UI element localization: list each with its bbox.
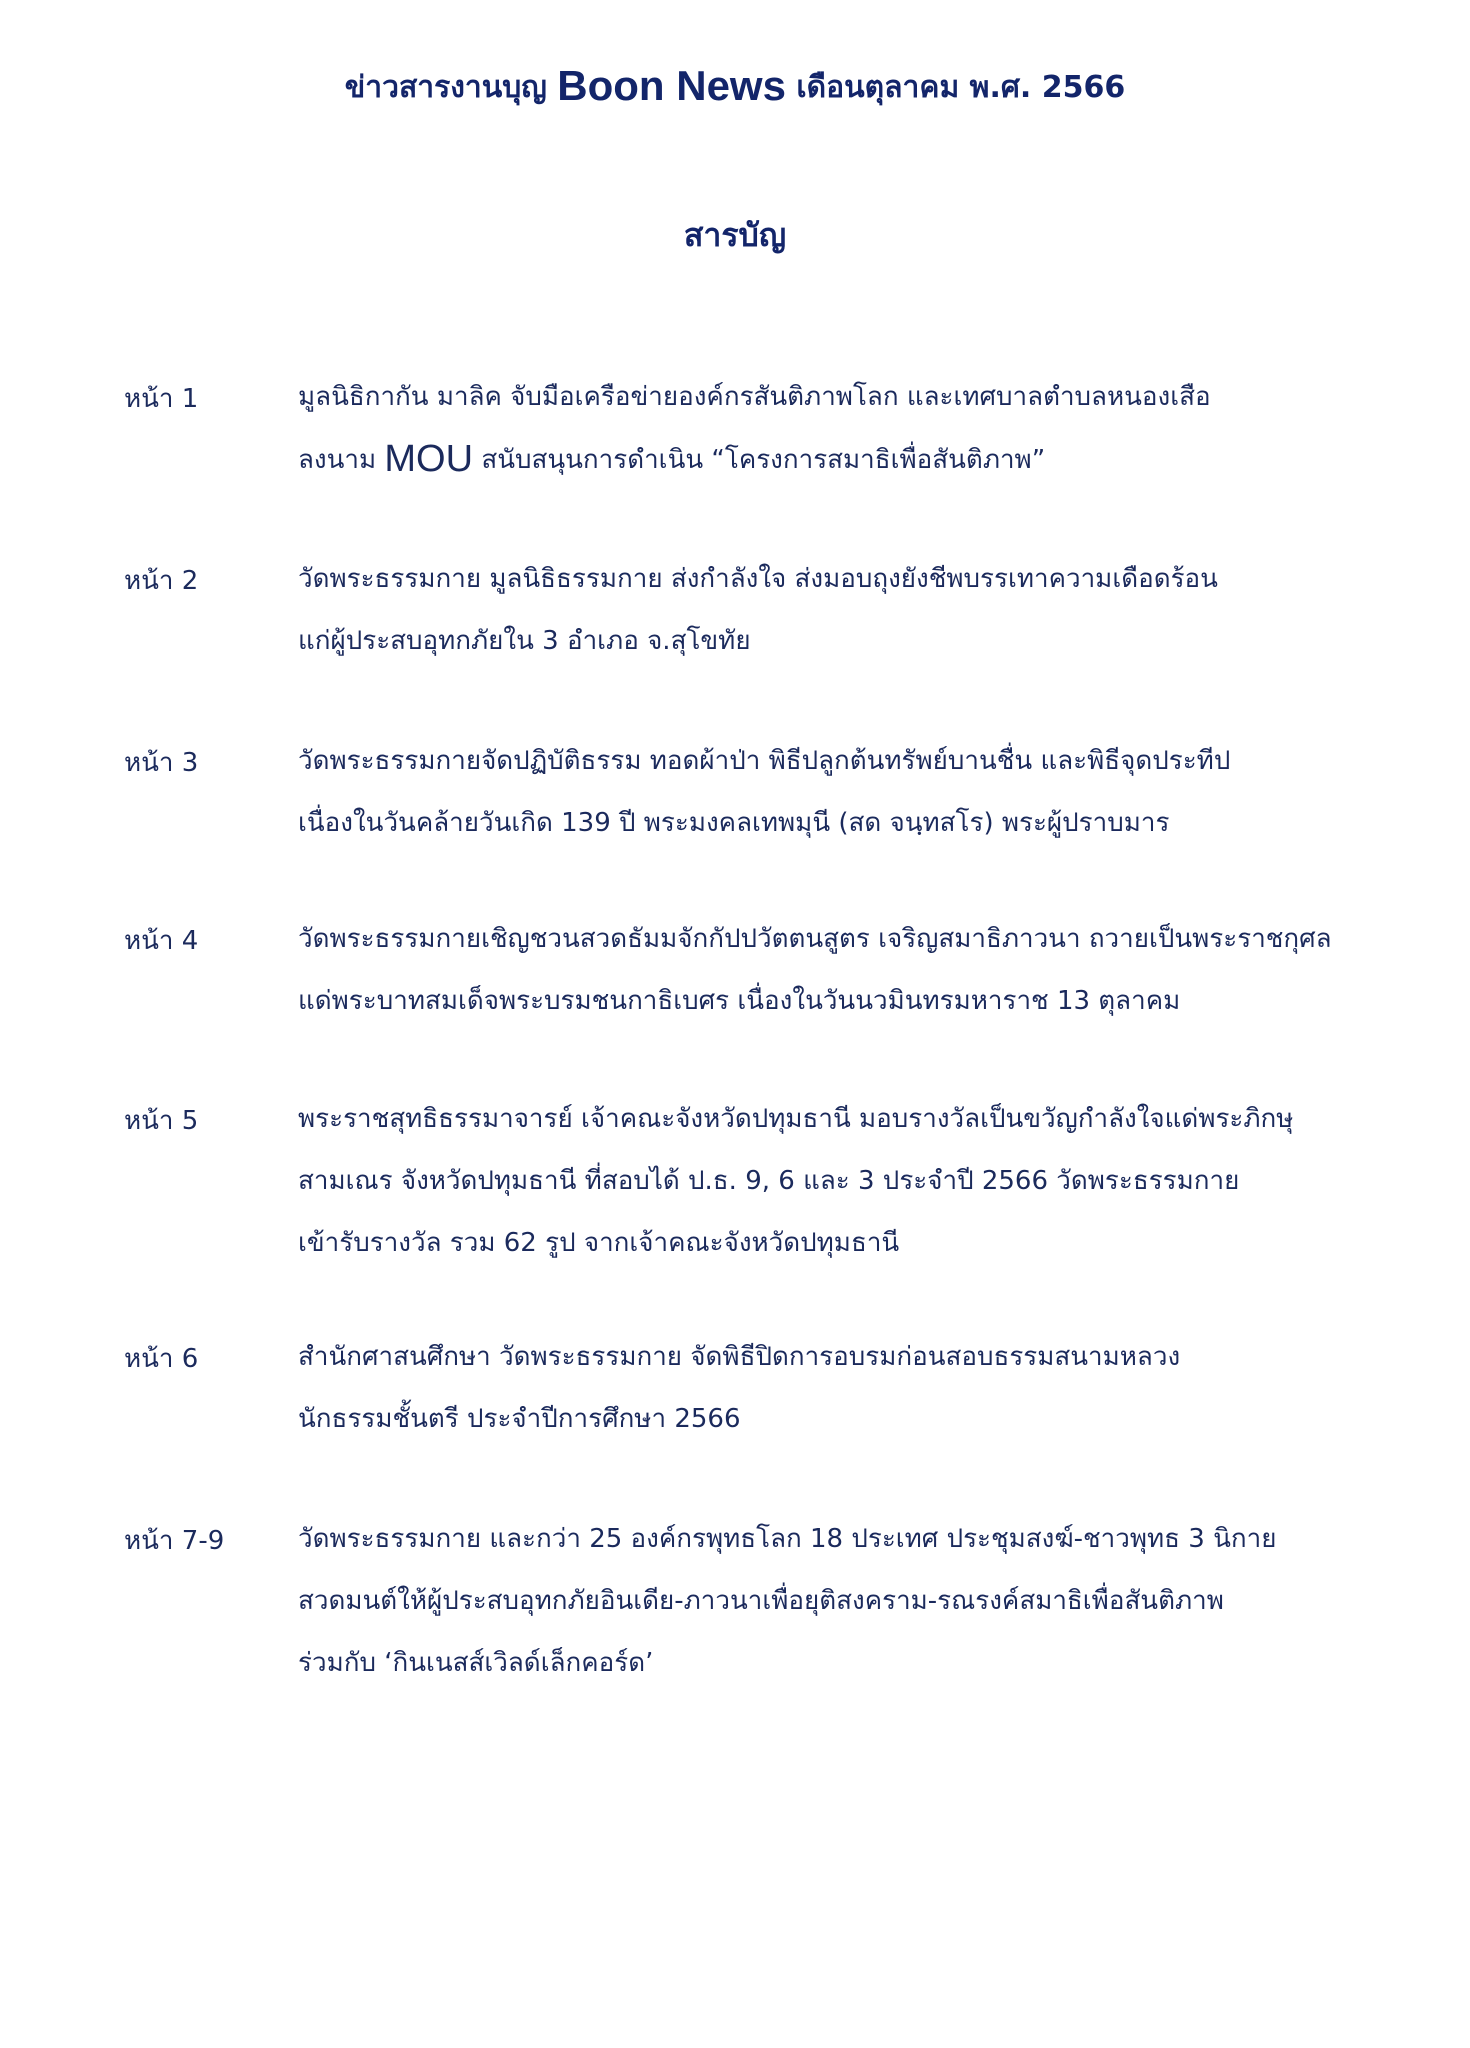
toc-line: พระราชสุทธิธรรมาจารย์ เจ้าคณะจังหวัดปทุมธานี มอบรางวัลเป็นขวัญกำลังใจแด่พระภิกษุ (298, 1104, 1294, 1134)
toc-entry-text (298, 560, 1448, 684)
header-brand: Boon News (557, 62, 786, 109)
header-prefix: ข่าวสารงานบุญ (344, 70, 547, 105)
toc-page-label: หน้า 6 (124, 1344, 199, 1374)
toc-entry-text (298, 1338, 1448, 1462)
toc-line: มูลนิธิกากัน มาลิค จับมือเครือข่ายองค์กรสันติภาพโลก และเทศบาลตำบลหนองเสือ (298, 382, 1211, 412)
toc-page-label: หน้า 4 (124, 926, 199, 956)
toc-line-mou: MOU (384, 438, 474, 480)
toc-line: วัดพระธรรมกาย มูลนิธิธรรมกาย ส่งกำลังใจ ส่งมอบถุงยังชีพบรรเทาความเดือดร้อน (298, 564, 1218, 594)
newsletter-header (0, 62, 1470, 111)
toc-line: สามเณร จังหวัดปทุมธานี ที่สอบได้ ป.ธ. 9, 6 และ 3 ประจำปี 2566 วัดพระธรรมกาย (298, 1166, 1240, 1196)
toc-line: วัดพระธรรมกายเชิญชวนสวดธัมมจักกัปปวัตตนสูตร เจริญสมาธิภาวนา ถวายเป็นพระราชกุศล (298, 924, 1332, 954)
toc-page-label: หน้า 2 (124, 566, 199, 596)
toc-entry-text (298, 378, 1448, 502)
toc-entry-text (298, 920, 1448, 1044)
toc-line: สวดมนต์ให้ผู้ประสบอุทกภัยอินเดีย-ภาวนาเพื่อยุติสงคราม-รณรงค์สมาธิเพื่อสันติภาพ (298, 1586, 1224, 1616)
toc-line: สำนักศาสนศึกษา วัดพระธรรมกาย จัดพิธีปิดการอบรมก่อนสอบธรรมสนามหลวง (298, 1342, 1181, 1372)
toc-line: เข้ารับรางวัล รวม 62 รูป จากเจ้าคณะจังหวัดปทุมธานี (298, 1228, 900, 1258)
toc-line: ร่วมกับ ‘กินเนสส์เวิลด์เล็กคอร์ด’ (298, 1648, 654, 1678)
toc-line-rest: สนับสนุนการดำเนิน “โครงการสมาธิเพื่อสันติภาพ” (481, 445, 1046, 475)
toc-line: แด่พระบาทสมเด็จพระบรมชนกาธิเบศร เนื่องในวันนวมินทรมหาราช 13 ตุลาคม (298, 986, 1181, 1016)
toc-page-label: หน้า 5 (124, 1106, 199, 1136)
toc-line: เนื่องในวันคล้ายวันเกิด 139 ปี พระมงคลเทพมุนี (สด จนฺทสโร) พระผู้ปราบมาร (298, 808, 1170, 838)
toc-line (298, 440, 1448, 502)
toc-page-label: หน้า 3 (124, 748, 199, 778)
toc-title: สารบัญ (683, 216, 787, 254)
toc-line: วัดพระธรรมกายจัดปฏิบัติธรรม ทอดผ้าป่า พิธีปลูกต้นทรัพย์บานชื่น และพิธีจุดประทีป (298, 746, 1231, 776)
toc-entry-text (298, 1520, 1448, 1706)
toc-entry-text (298, 742, 1448, 866)
header-suffix: เดือนตุลาคม พ.ศ. 2566 (796, 70, 1126, 105)
toc-line: นักธรรมชั้นตรี ประจำปีการศึกษา 2566 (298, 1404, 741, 1434)
toc-line: วัดพระธรรมกาย และกว่า 25 องค์กรพุทธโลก 18 ประเทศ ประชุมสงฆ์-ชาวพุทธ 3 นิกาย (298, 1524, 1277, 1554)
toc-entry-text (298, 1100, 1448, 1286)
toc-line: แก่ผู้ประสบอุทกภัยใน 3 อำเภอ จ.สุโขทัย (298, 626, 751, 656)
toc-page-label: หน้า 7-9 (124, 1526, 225, 1556)
toc-page-label: หน้า 1 (124, 384, 199, 414)
toc-line-prefix: ลงนาม (298, 445, 377, 475)
